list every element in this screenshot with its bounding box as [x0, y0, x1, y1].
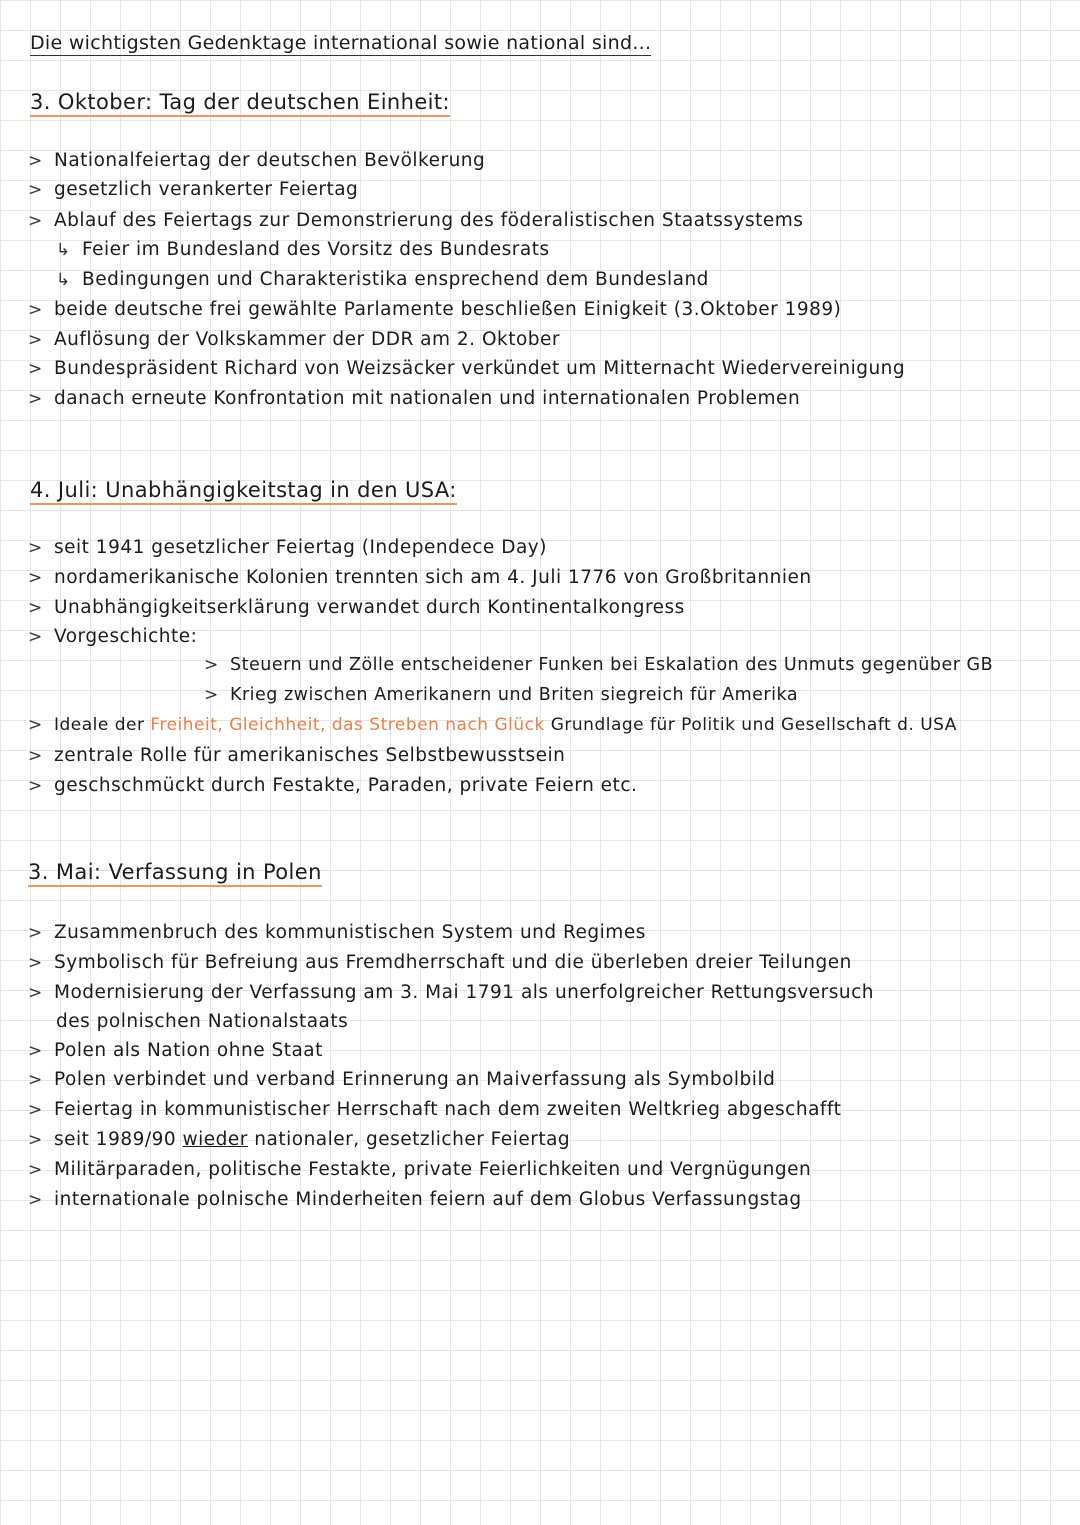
list-item: > Vorgeschichte:: [28, 626, 198, 647]
arrow-icon: >: [204, 685, 219, 705]
list-item-since-1989: > seit 1989/90 wieder nationaler, gesetzlicher Feiertag: [28, 1129, 571, 1150]
list-item: > zentrale Rolle für amerikanisches Selbstbewusstsein: [28, 745, 566, 766]
arrow-icon: >: [28, 627, 43, 647]
list-item: > danach erneute Konfrontation mit nationalen und internationalen Problemen: [28, 388, 801, 409]
arrow-icon: >: [28, 359, 43, 379]
arrow-icon: >: [28, 776, 43, 796]
list-item: > Polen verbindet und verband Erinnerung an Maiverfassung als Symbolbild: [28, 1069, 776, 1090]
arrow-icon: >: [28, 983, 43, 1003]
list-item: > Feiertag in kommunistischer Herrschaft nach dem zweiten Weltkrieg abgeschafft: [28, 1099, 842, 1120]
arrow-icon: >: [28, 1130, 43, 1150]
sub-list-item: > Steuern und Zölle entscheidener Funken bei Eskalation des Unmuts gegenüber GB: [204, 655, 994, 675]
list-item: > Bundespräsident Richard von Weizsäcker verkündet um Mitternacht Wiedervereinigung: [28, 358, 906, 379]
highlighted-ideals: Freiheit, Gleichheit, das Streben nach Glück: [150, 715, 545, 735]
arrow-icon: >: [28, 538, 43, 558]
sub-list-item: ↳ Feier im Bundesland des Vorsitz des Bundesrats: [56, 239, 550, 260]
sub-arrow-icon: ↳: [56, 270, 71, 290]
arrow-icon: >: [28, 180, 43, 200]
arrow-icon: >: [28, 746, 43, 766]
arrow-icon: >: [28, 1100, 43, 1120]
list-item: > Symbolisch für Befreiung aus Fremdherrschaft und die überleben dreier Teilungen: [28, 952, 852, 973]
arrow-icon: >: [28, 300, 43, 320]
arrow-icon: >: [28, 568, 43, 588]
list-item: > internationale polnische Minderheiten feiern auf dem Globus Verfassungstag: [28, 1189, 802, 1210]
sub-list-item: ↳ Bedingungen und Charakteristika ensprechend dem Bundesland: [56, 269, 709, 290]
arrow-icon: >: [28, 715, 43, 735]
arrow-icon: >: [28, 953, 43, 973]
arrow-icon: >: [28, 1041, 43, 1061]
list-item: > Auflösung der Volkskammer der DDR am 2. Oktober: [28, 329, 561, 350]
list-item: > nordamerikanische Kolonien trennten sich am 4. Juli 1776 von Großbritannien: [28, 567, 812, 588]
list-item: > Ablauf des Feiertags zur Demonstrierung des föderalistischen Staatssystems: [28, 210, 804, 231]
arrow-icon: >: [28, 389, 43, 409]
section-heading-independence-day: 4. Juli: Unabhängigkeitstag in den USA:: [30, 478, 457, 505]
list-item: > Militärparaden, politische Festakte, private Feierlichkeiten und Vergnügungen: [28, 1159, 812, 1180]
list-item: > Zusammenbruch des kommunistischen System und Regimes: [28, 922, 646, 943]
list-item: > Unabhängigkeitserklärung verwandet durch Kontinentalkongress: [28, 597, 685, 618]
arrow-icon: >: [204, 655, 219, 675]
arrow-icon: >: [28, 598, 43, 618]
section-heading-polish-constitution: 3. Mai: Verfassung in Polen: [28, 860, 322, 887]
list-item-ideals: > Ideale der Freiheit, Gleichheit, das Streben nach Glück Grundlage für Politik und Gesellschaft d. USA: [28, 715, 957, 735]
arrow-icon: >: [28, 1160, 43, 1180]
list-item: > Nationalfeiertag der deutschen Bevölkerung: [28, 150, 486, 171]
intro-heading: Die wichtigsten Gedenktage international sowie national sind...: [30, 32, 652, 54]
sub-list-item: > Krieg zwischen Amerikanern und Briten siegreich für Amerika: [204, 685, 799, 705]
arrow-icon: >: [28, 923, 43, 943]
list-item: > Polen als Nation ohne Staat: [28, 1040, 323, 1061]
arrow-icon: >: [28, 151, 43, 171]
list-item: > beide deutsche frei gewählte Parlamente beschließen Einigkeit (3.Oktober 1989): [28, 299, 842, 320]
arrow-icon: >: [28, 330, 43, 350]
underlined-word: wieder: [182, 1129, 248, 1150]
list-item: > Modernisierung der Verfassung am 3. Mai 1791 als unerfolgreicher Rettungsversuch: [28, 982, 875, 1003]
list-item: > seit 1941 gesetzlicher Feiertag (Independece Day): [28, 537, 547, 558]
list-item: > gesetzlich verankerter Feiertag: [28, 179, 359, 200]
arrow-icon: >: [28, 211, 43, 231]
sub-arrow-icon: ↳: [56, 240, 71, 260]
list-item: > geschschmückt durch Festakte, Paraden, private Feiern etc.: [28, 775, 638, 796]
arrow-icon: >: [28, 1190, 43, 1210]
arrow-icon: >: [28, 1070, 43, 1090]
list-item-continuation: des polnischen Nationalstaats: [56, 1011, 349, 1032]
section-heading-german-unity: 3. Oktober: Tag der deutschen Einheit:: [30, 90, 450, 117]
